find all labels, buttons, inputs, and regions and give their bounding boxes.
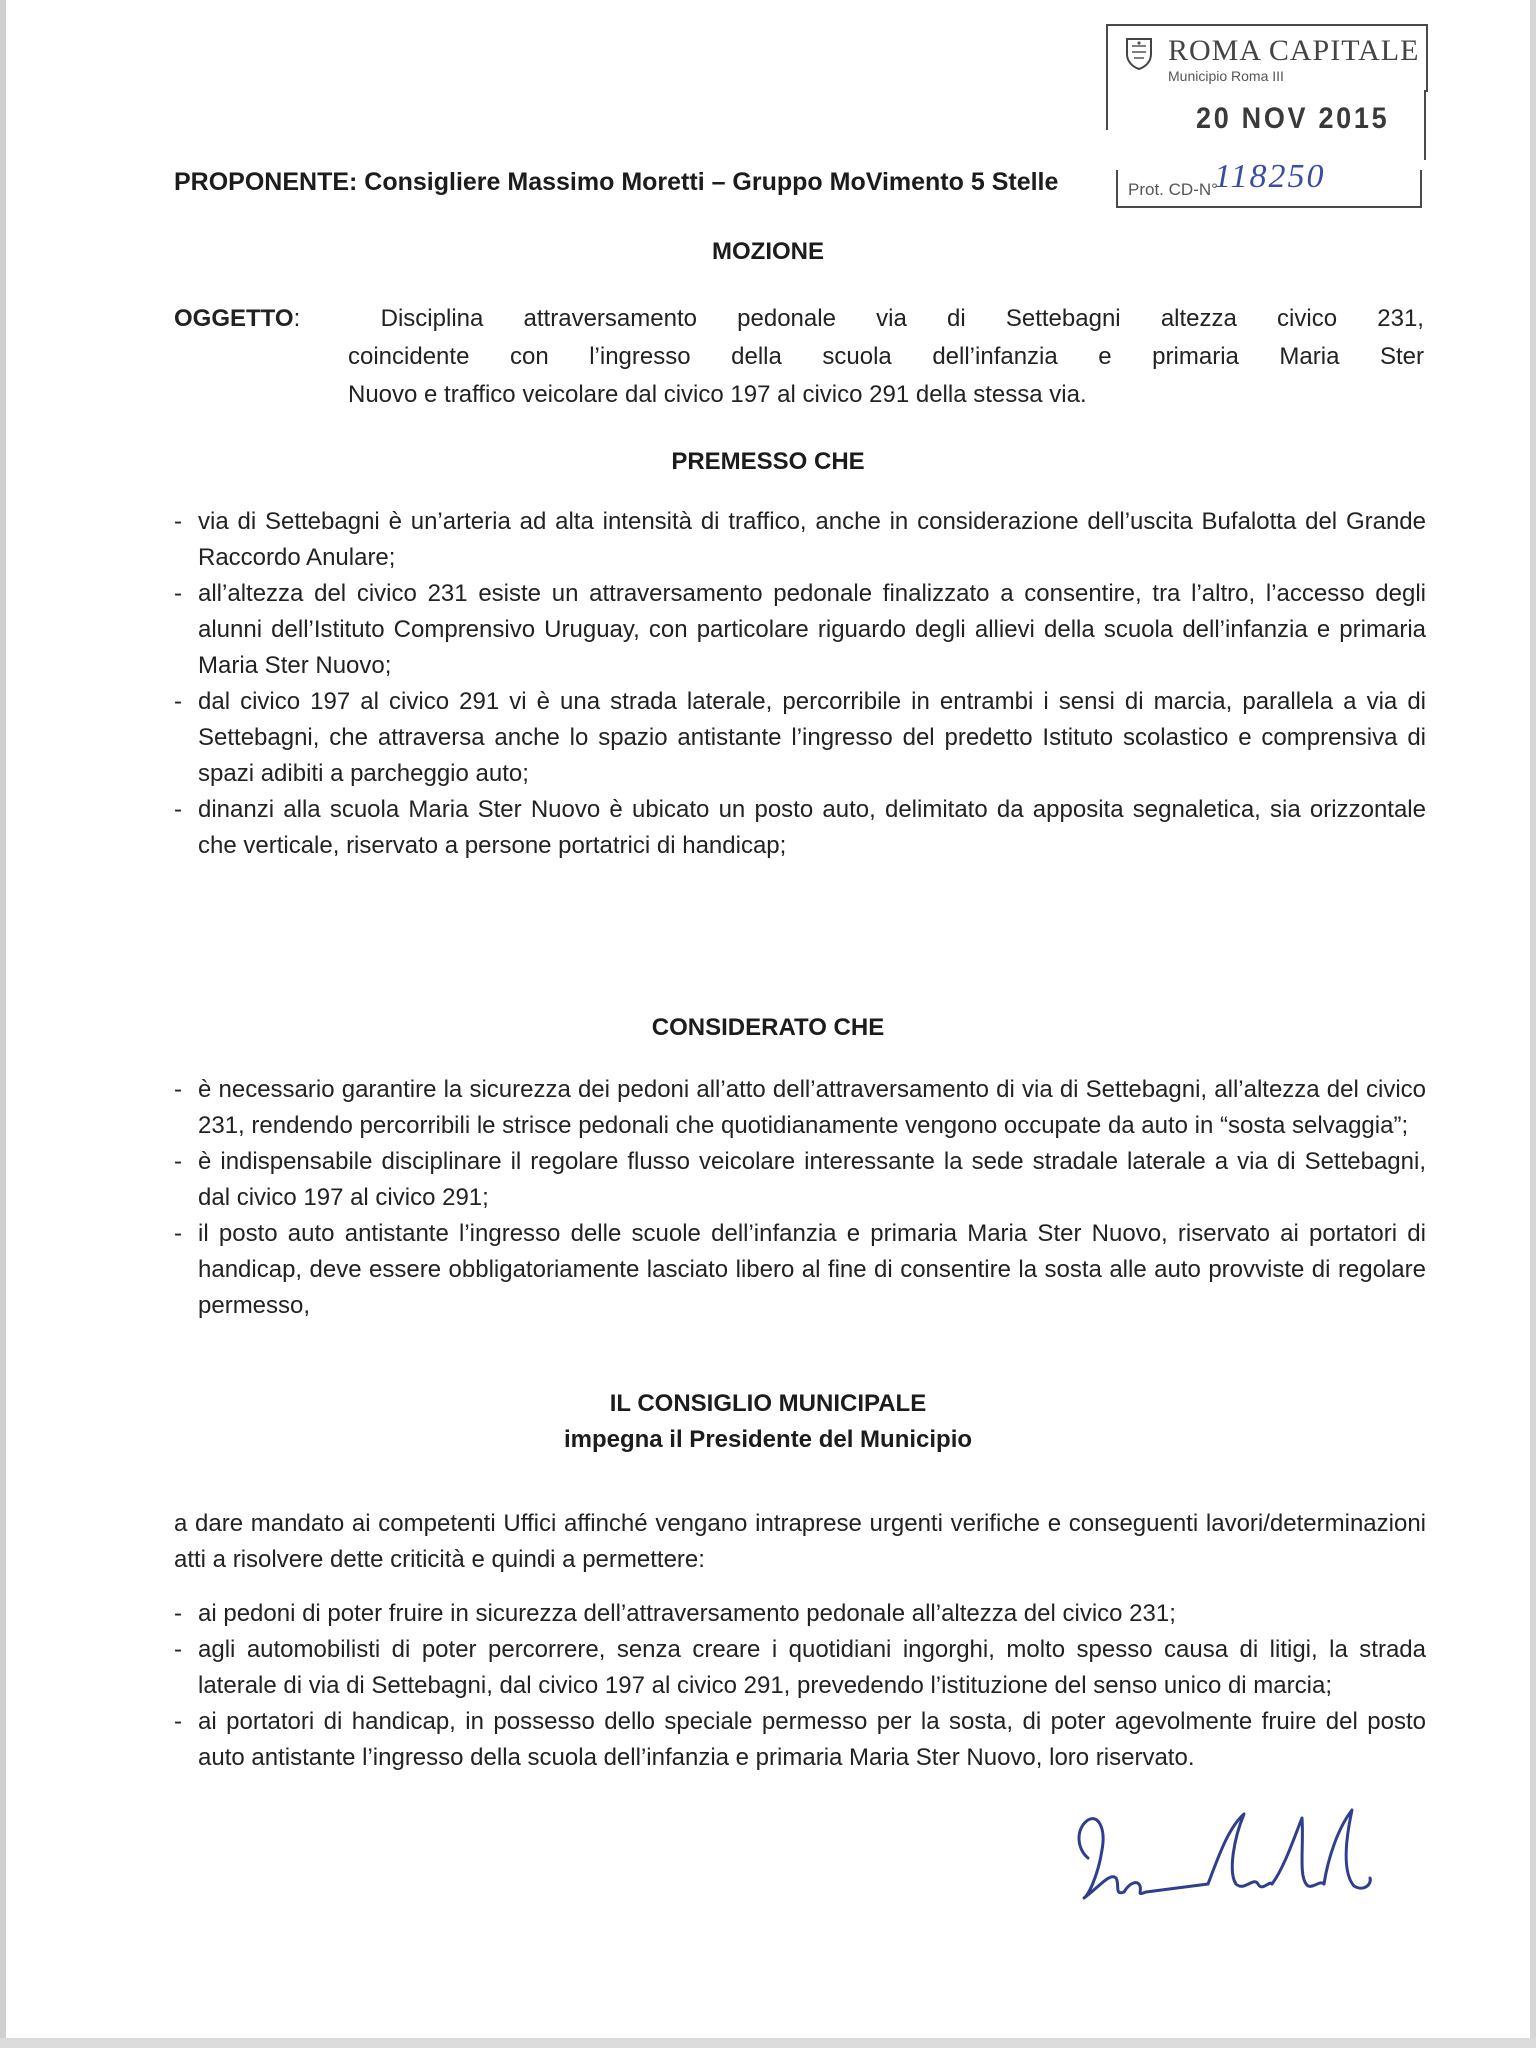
list-dash: -: [174, 580, 182, 607]
list-dash: -: [174, 688, 182, 715]
oggetto-line-3: Nuovo e traffico veicolare dal civico 197 al civico 291 della stessa via.: [348, 381, 1087, 408]
list-item: - è necessario garantire la sicurezza dei pedoni all’atto dell’attraversamento di via di Settebagni, all’altezza del civico 231, rendendo percorribili le strisce pedonali che quotidianamente vengono occupate da auto in “sosta selvaggia”;: [174, 1072, 1426, 1144]
stamp-city: ROMA CAPITALE: [1168, 34, 1420, 67]
list-item: - via di Settebagni è un’arteria ad alta intensità di traffico, anche in considerazione dell’uscita Bufalotta del Grande Raccordo Anulare;: [174, 504, 1426, 576]
list-dash: -: [174, 508, 182, 535]
proponente-line: PROPONENTE: Consigliere Massimo Moretti – Gruppo MoVimento 5 Stelle: [174, 168, 1059, 196]
consiglio-intro: a dare mandato ai competenti Uffici affinché vengano intraprese urgenti verifiche e conseguenti lavori/determinazioni atti a risolvere dette criticità e quindi a permettere:: [174, 1510, 1426, 1573]
list-item: - agli automobilisti di poter percorrere, senza creare i quotidiani ingorghi, molto spesso causa di litigi, la strada laterale di via di Settebagni, dal civico 197 al civico 291, prevedendo l’istituzione del senso unico di marcia;: [174, 1632, 1426, 1704]
list-item: - dinanzi alla scuola Maria Ster Nuovo è ubicato un posto auto, delimitato da apposita segnaletica, sia orizzontale che verticale, riservato a persone portatrici di handicap;: [174, 792, 1426, 864]
protocol-number-box: [1116, 158, 1422, 208]
list-dash: -: [174, 1708, 182, 1735]
doc-type-heading: MOZIONE: [712, 238, 824, 265]
list-item: - ai pedoni di poter fruire in sicurezza dell’attraversamento pedonale all’altezza del civico 231;: [174, 1596, 1426, 1632]
consiglio-heading: IL CONSIGLIO MUNICIPALE: [609, 1390, 927, 1417]
list-dash: -: [174, 1600, 182, 1627]
premesso-list: [174, 504, 1426, 864]
list-dash: -: [174, 1220, 182, 1247]
list-item: - è indispensabile disciplinare il regolare flusso veicolare interessante la sede stradale laterale a via di Settebagni, dal civico 197 al civico 291;: [174, 1144, 1426, 1216]
oggetto-block: [174, 300, 1424, 414]
list-dash: -: [174, 1076, 182, 1103]
list-item: - il posto auto antistante l’ingresso delle scuole dell’infanzia e primaria Maria Ster Nuovo, riservato ai portatori di handicap, deve essere obbligatoriamente lasciato libero al fine di consentire la sosta alle auto provviste di regolare permesso,: [174, 1216, 1426, 1324]
protocol-number: 118250: [1214, 158, 1326, 195]
stamp-header-box: [1106, 24, 1428, 92]
protocol-stamp: [1106, 24, 1426, 160]
consiglio-subheading: impegna il Presidente del Municipio: [563, 1426, 973, 1453]
scan-edge-bottom: [0, 2038, 1536, 2048]
list-dash: -: [174, 1636, 182, 1663]
list-item: - ai portatori di handicap, in possesso dello speciale permesso per la sosta, di poter agevolmente fruire del posto auto antistante l’ingresso della scuola dell’infanzia e primaria Maria Ster Nuovo, loro riservato.: [174, 1704, 1426, 1776]
roma-seal-icon: [1124, 36, 1154, 70]
protocol-label: Prot. CD-N°: [1128, 180, 1218, 199]
stamp-border-right: [1424, 90, 1426, 160]
consiglio-list: [174, 1596, 1426, 1776]
oggetto-line-1: Disciplina attraversamento pedonale via di Settebagni altezza civico 231,: [380, 305, 1424, 332]
stamp-subtitle: Municipio Roma III: [1168, 68, 1284, 84]
oggetto-first-line: OGGETTO: Disciplina attraversamento pedonale via di Settebagni altezza civico 231,: [174, 305, 1424, 332]
handwritten-signature: [1058, 1788, 1378, 1928]
oggetto-line-2: coincidente con l’ingresso della scuola dell’infanzia e primaria Maria Ster: [348, 343, 1424, 370]
considerato-list: [174, 1072, 1426, 1324]
premesso-heading: PREMESSO CHE: [671, 448, 865, 475]
list-item: - all’altezza del civico 231 esiste un attraversamento pedonale finalizzato a consentire, tra l’altro, l’accesso degli alunni dell’Istituto Comprensivo Uruguay, con particolare riguardo degli allievi della scuola dell’infanzia e primaria Maria Ster Nuovo;: [174, 576, 1426, 684]
considerato-heading: CONSIDERATO CHE: [651, 1014, 885, 1041]
stamp-date: 20 NOV 2015: [1196, 102, 1390, 135]
stamp-border-left: [1106, 90, 1108, 130]
list-dash: -: [174, 796, 182, 823]
list-item: - dal civico 197 al civico 291 vi è una strada laterale, percorribile in entrambi i sensi di marcia, parallela a via di Settebagni, che attraversa anche lo spazio antistante l’ingresso del predetto Istituto scolastico e comprensiva di spazi adibiti a parcheggio auto;: [174, 684, 1426, 792]
list-dash: -: [174, 1148, 182, 1175]
oggetto-label: OGGETTO: [174, 305, 294, 332]
